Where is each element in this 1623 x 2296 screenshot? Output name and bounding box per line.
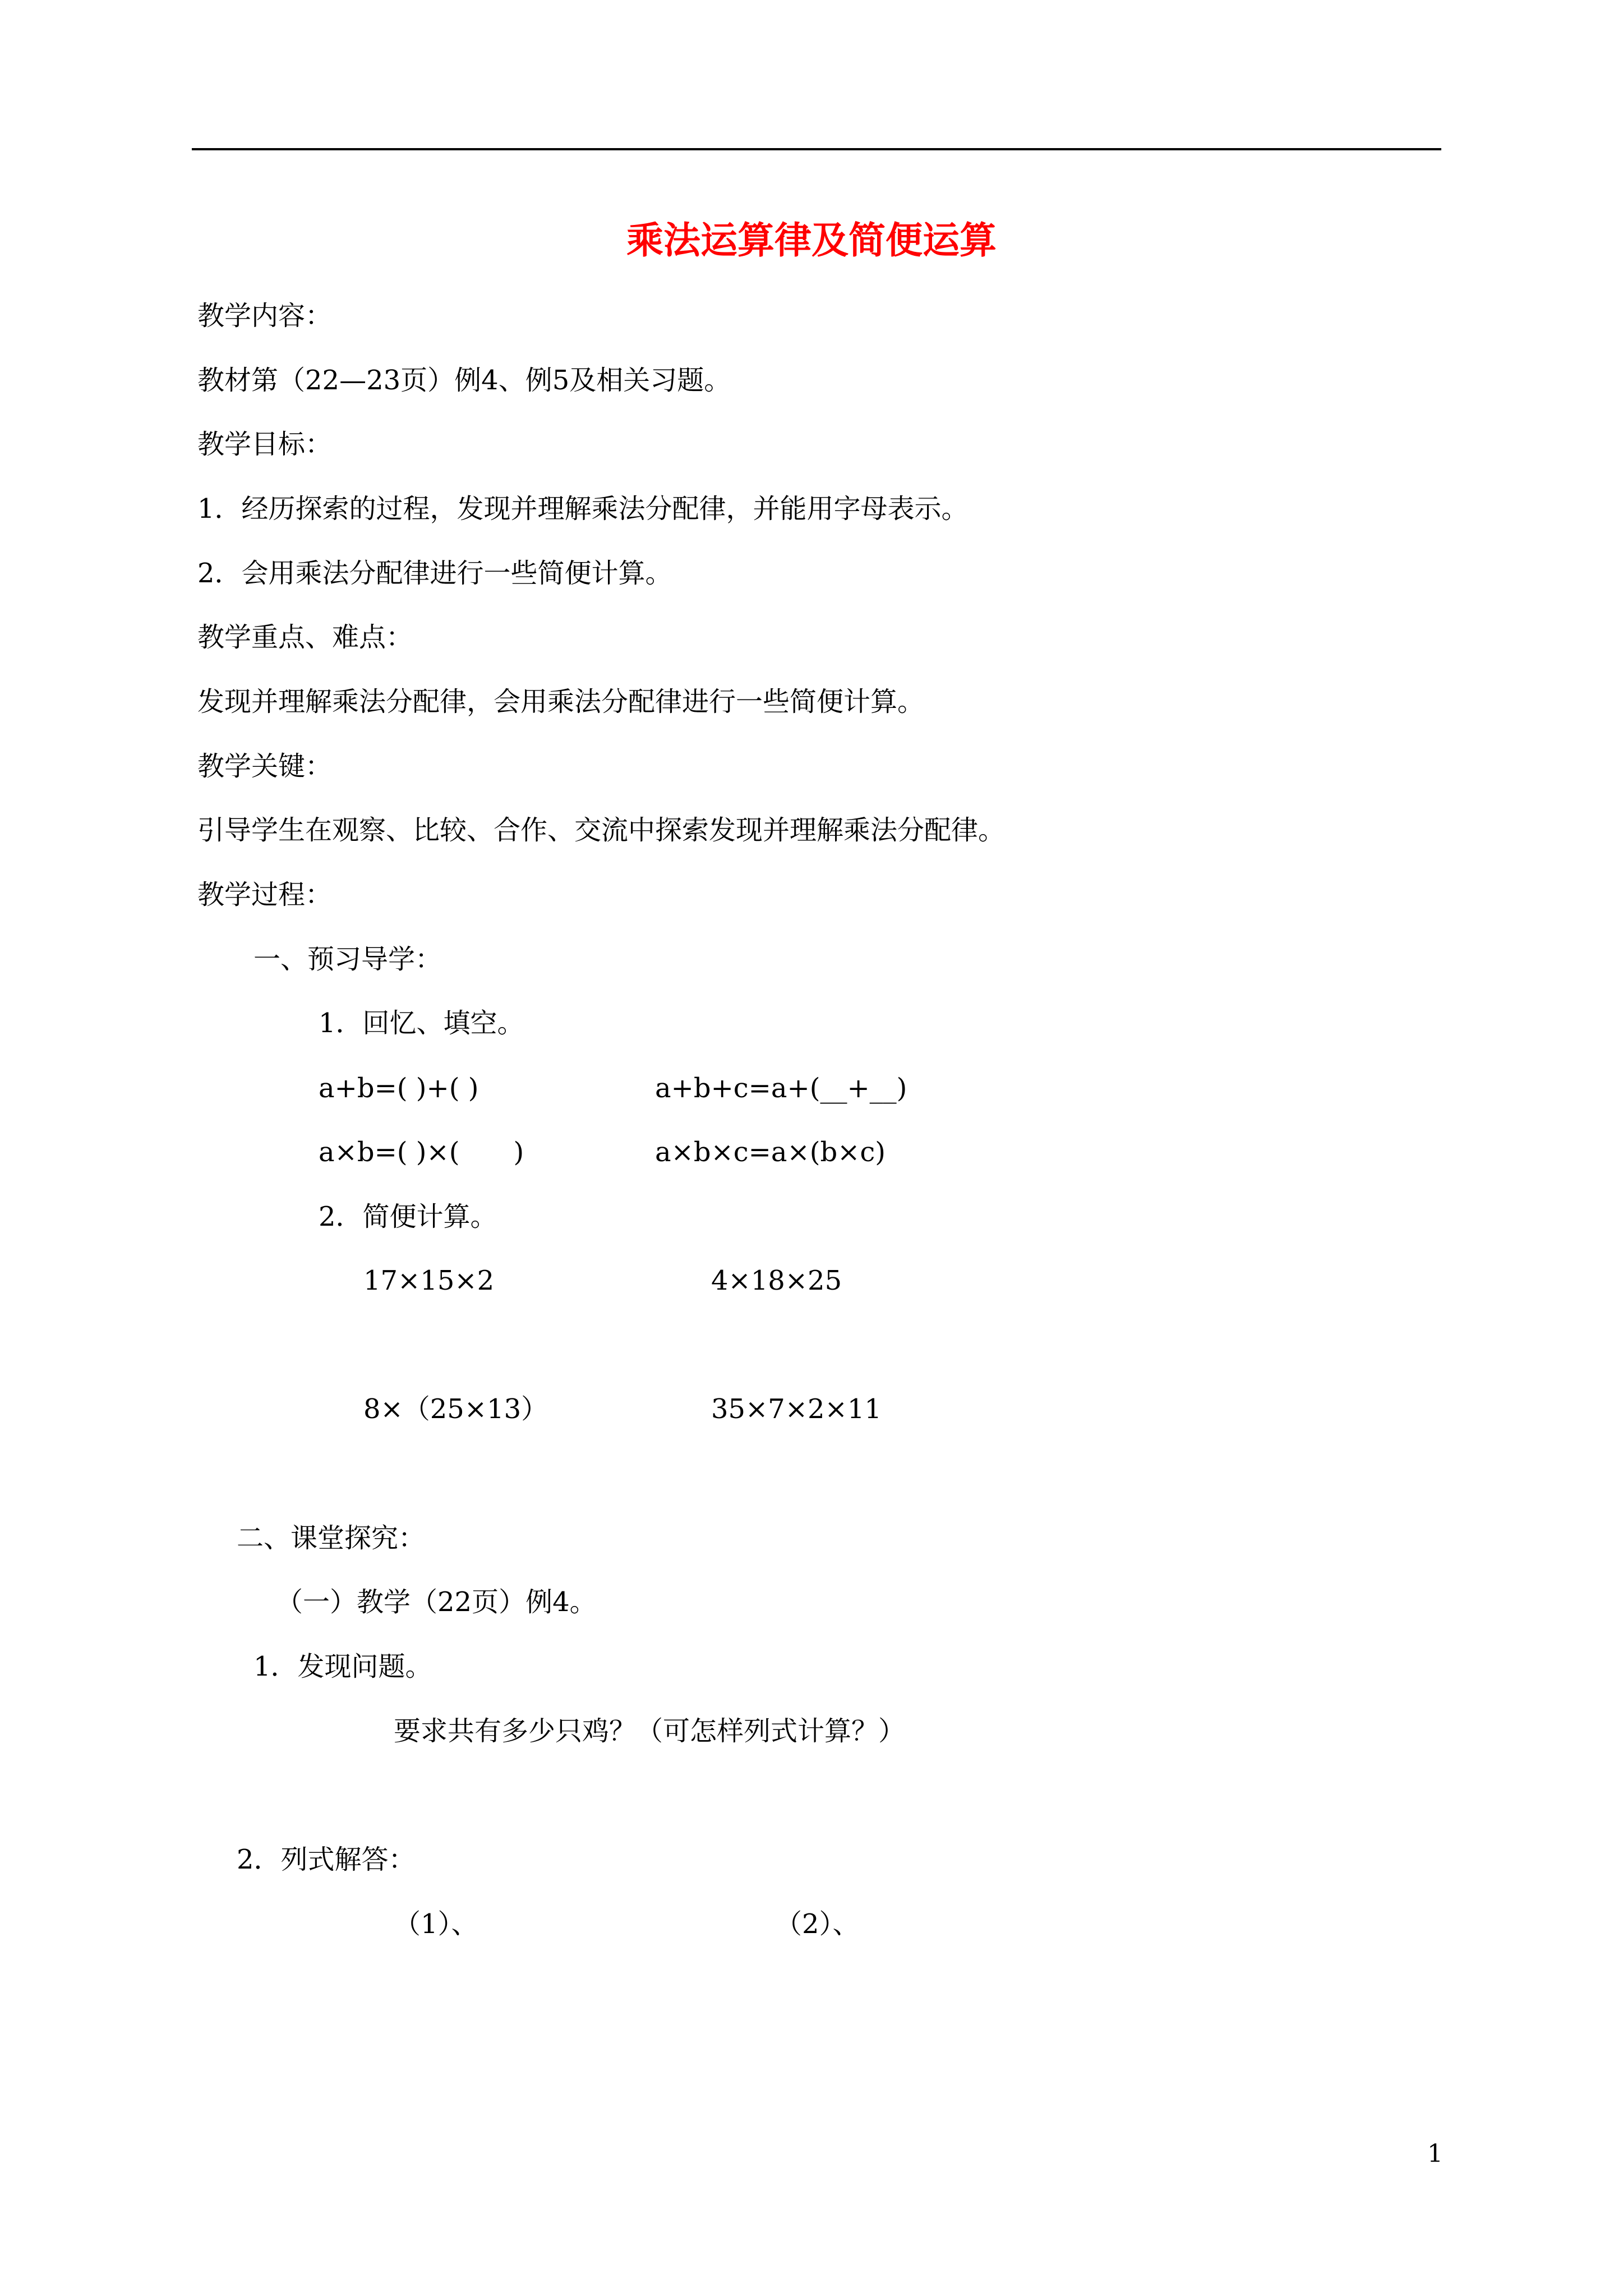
formula-addition-commutative: a+b=( )+( )	[319, 1073, 479, 1104]
page-number: 1	[1427, 2139, 1443, 2168]
section-heading-2: 二、课堂探究：	[237, 1522, 426, 1554]
content-heading: 教学内容：	[197, 300, 333, 332]
calc-exercise-1: 17×15×2	[363, 1265, 495, 1296]
answer-slot-2: （2）、	[775, 1908, 860, 1940]
content-text: 教材第（22—23页）例4、例5及相关习题。	[197, 365, 731, 396]
recall-item: 1．回忆、填空。	[319, 1007, 524, 1039]
goal-item-2: 2．会用乘法分配律进行一些简便计算。	[197, 558, 672, 589]
find-problem-item: 1．发现问题。	[253, 1651, 432, 1682]
header-rule	[192, 148, 1441, 150]
calc-exercise-3: 8×（25×13）	[363, 1393, 548, 1425]
focus-text: 发现并理解乘法分配律，会用乘法分配律进行一些简便计算。	[197, 686, 925, 717]
calc-exercise-2: 4×18×25	[711, 1265, 842, 1296]
answer-slot-1: （1）、	[394, 1908, 478, 1940]
calc-exercise-4: 35×7×2×11	[711, 1393, 882, 1425]
goals-heading: 教学目标：	[197, 429, 333, 460]
example-4-heading: （一）教学（22页）例4。	[276, 1586, 597, 1618]
goal-item-1: 1．经历探索的过程，发现并理解乘法分配律，并能用字母表示。	[197, 493, 969, 524]
formula-multiplication-associative: a×b×c=a×(b×c)	[655, 1137, 886, 1168]
key-text: 引导学生在观察、比较、合作、交流中探索发现并理解乘法分配律。	[197, 815, 1006, 846]
process-heading: 教学过程：	[197, 879, 333, 910]
formula-addition-associative: a+b+c=a+(__+__)	[655, 1073, 907, 1104]
solve-item: 2．列式解答：	[237, 1844, 416, 1875]
question-text: 要求共有多少只鸡？（可怎样列式计算？）	[394, 1715, 906, 1747]
focus-heading: 教学重点、难点：	[197, 622, 413, 653]
simplify-item: 2．简便计算。	[319, 1201, 497, 1232]
key-heading: 教学关键：	[197, 751, 333, 782]
formula-multiplication-commutative: a×b=( )×( )	[319, 1137, 524, 1168]
section-heading-1: 一、预习导学：	[253, 944, 442, 975]
document-title: 乘法运算律及简便运算	[626, 218, 997, 262]
